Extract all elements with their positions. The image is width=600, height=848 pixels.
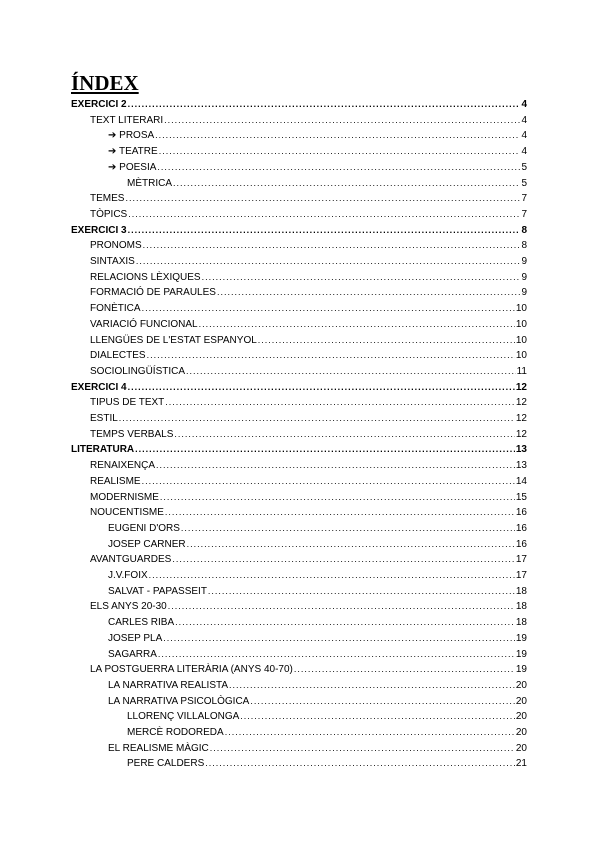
toc-entry-label: LA NARRATIVA REALISTA	[108, 679, 229, 691]
toc-entry[interactable]	[71, 443, 527, 456]
toc-entry-label: VARIACIÓ FUNCIONAL	[90, 318, 198, 330]
page-title: ÍNDEX	[71, 71, 139, 95]
toc-entry-label: SOCIOLINGÜÍSTICA	[90, 365, 186, 377]
dot-leader	[240, 710, 515, 723]
toc-entry[interactable]	[90, 302, 527, 315]
toc-entry-label: MERCÈ RODOREDA	[127, 727, 224, 738]
dot-leader	[159, 145, 521, 158]
dot-leader	[165, 506, 515, 519]
toc-entry-label: EXERCICI 3	[71, 224, 127, 236]
toc-entry[interactable]	[90, 475, 527, 488]
toc-entry-page-number: 20	[515, 695, 527, 707]
dot-leader	[147, 349, 515, 362]
toc-entry-label: JOSEP CARNER	[108, 538, 186, 550]
toc-entry[interactable]	[127, 726, 527, 739]
toc-entry[interactable]	[71, 98, 527, 111]
toc-entry-page-number: 20	[515, 711, 527, 723]
dot-leader	[136, 255, 521, 268]
toc-entry-page-number: 20	[515, 727, 527, 738]
toc-entry[interactable]	[90, 506, 527, 519]
toc-entry-page-number: 16	[515, 522, 527, 534]
toc-entry[interactable]	[108, 569, 527, 582]
toc-entry-label: RENAIXENÇA	[90, 460, 156, 472]
toc-entry-label: TEMES	[90, 193, 125, 205]
toc-entry-page-number: 9	[521, 271, 527, 283]
dot-leader	[205, 757, 515, 770]
toc-entry-page-number: 9	[521, 256, 527, 267]
toc-entry-label: EXERCICI 4	[71, 381, 127, 393]
toc-entry-page-number: 9	[521, 287, 527, 299]
toc-entry-label: AVANTGUARDES	[90, 554, 172, 566]
dot-leader	[181, 522, 515, 535]
toc-entry[interactable]	[71, 224, 527, 237]
toc-entry-label: ELS ANYS 20-30	[90, 601, 167, 613]
toc-entry[interactable]	[90, 553, 527, 566]
toc-entry-page-number: 5	[521, 161, 527, 173]
toc-entry-page-number: 10	[515, 303, 527, 315]
toc-entry-label: LA NARRATIVA PSICOLÒGICA	[108, 695, 250, 707]
toc-entry[interactable]	[127, 177, 527, 190]
dot-leader	[172, 553, 515, 566]
toc-entry-label: DIALECTES	[90, 350, 146, 362]
toc-entry-page-number: 16	[515, 507, 527, 519]
toc-entry[interactable]	[127, 710, 527, 723]
toc-entry-label: ➔ POESIA	[108, 161, 157, 173]
toc-entry-label: RELACIONS LÈXIQUES	[90, 271, 201, 283]
toc-entry[interactable]	[127, 757, 527, 770]
dot-leader	[155, 129, 520, 142]
dot-leader	[157, 161, 520, 174]
toc-entry-label: NOUCENTISME	[90, 507, 164, 519]
toc-entry[interactable]	[108, 742, 527, 755]
toc-entry[interactable]	[90, 412, 527, 425]
dot-leader	[229, 679, 515, 692]
toc-entry[interactable]	[90, 396, 527, 409]
toc-entry[interactable]	[90, 491, 527, 504]
toc-entry-page-number: 18	[515, 585, 527, 597]
toc-entry-label: EL REALISME MÀGIC	[108, 742, 209, 754]
toc-entry-label: PERE CALDERS	[127, 758, 205, 770]
dot-leader	[173, 177, 520, 190]
toc-entry-page-number: 11	[516, 365, 527, 377]
toc-entry-label: LLENGÜES DE L'ESTAT ESPANYOL	[90, 334, 257, 346]
toc-entry[interactable]	[90, 600, 527, 613]
toc-entry[interactable]	[108, 648, 527, 661]
dot-leader	[128, 224, 521, 237]
dot-leader	[158, 648, 515, 661]
toc-entry[interactable]	[108, 145, 527, 158]
dot-leader	[125, 192, 520, 205]
dot-leader	[128, 208, 520, 221]
toc-entry[interactable]	[90, 255, 527, 268]
dot-leader	[168, 600, 515, 613]
toc-entry[interactable]	[90, 271, 527, 284]
toc-entry-page-number: 10	[515, 318, 527, 330]
dot-leader	[156, 459, 515, 472]
dot-leader	[128, 381, 515, 394]
dot-leader	[294, 663, 515, 676]
dot-leader	[225, 726, 515, 739]
toc-entry-label: SALVAT - PAPASSEIT	[108, 585, 207, 597]
toc-entry-page-number: 18	[515, 601, 527, 613]
toc-entry-page-number: 17	[515, 570, 527, 581]
dot-leader	[208, 585, 515, 598]
dot-leader	[119, 412, 515, 425]
toc-entry-label: FONÈTICA	[90, 303, 141, 315]
toc-entry-page-number: 12	[515, 397, 527, 409]
toc-entry[interactable]	[108, 616, 527, 629]
dot-leader	[142, 302, 515, 315]
dot-leader	[202, 271, 521, 284]
toc-entry-label: TEMPS VERBALS	[90, 428, 174, 440]
dot-leader	[142, 475, 515, 488]
toc-entry[interactable]	[108, 585, 527, 598]
dot-leader	[128, 98, 521, 111]
dot-leader	[174, 428, 515, 441]
toc-entry[interactable]	[90, 459, 527, 472]
toc-entry-page-number: 10	[515, 334, 527, 346]
toc-entry-label: TIPUS DE TEXT	[90, 397, 165, 409]
toc-entry-page-number: 8	[521, 224, 527, 236]
dot-leader	[210, 742, 515, 755]
toc-entry-label: ➔ PROSA	[108, 130, 155, 142]
toc-entry-label: EXERCICI 2	[71, 99, 127, 110]
toc-entry-label: LLORENÇ VILLALONGA	[127, 711, 240, 723]
toc-entry-page-number: 19	[515, 664, 527, 676]
toc-entry-page-number: 20	[515, 679, 527, 691]
toc-entry-page-number: 21	[515, 758, 527, 770]
toc-entry-page-number: 10	[515, 350, 527, 362]
toc-entry-page-number: 15	[515, 491, 527, 503]
toc-entry-page-number: 4	[521, 146, 527, 158]
dot-leader	[175, 616, 515, 629]
toc-entry[interactable]	[90, 192, 527, 205]
toc-entry[interactable]	[90, 114, 527, 127]
toc-entry-page-number: 4	[521, 130, 527, 142]
dot-leader	[160, 491, 515, 504]
toc-entry[interactable]	[90, 318, 527, 331]
toc-entry-page-number: 19	[515, 648, 527, 660]
toc-entry[interactable]	[90, 239, 527, 252]
toc-entry-page-number: 4	[521, 99, 527, 110]
toc-entry-label: EUGENI D'ORS	[108, 522, 180, 534]
toc-entry-label: SINTAXIS	[90, 256, 135, 267]
toc-entry[interactable]	[90, 349, 527, 362]
toc-entry-label: REALISME	[90, 475, 141, 487]
toc-entry-label: SAGARRA	[108, 648, 157, 660]
dot-leader	[164, 114, 520, 127]
toc-entry-page-number: 20	[515, 742, 527, 754]
toc-entry[interactable]	[108, 538, 527, 551]
dot-leader	[187, 538, 515, 551]
toc-entry-label: CARLES RIBA	[108, 617, 175, 629]
toc-entry[interactable]	[108, 161, 527, 174]
toc-entry-page-number: 8	[521, 240, 527, 252]
toc-entry-page-number: 17	[515, 554, 527, 566]
toc-entry-label: FORMACIÓ DE PARAULES	[90, 287, 216, 299]
toc-entry-label: J.V.FOIX	[108, 570, 148, 581]
dot-leader	[149, 569, 515, 582]
toc-entry[interactable]	[108, 522, 527, 535]
toc-entry-page-number: 5	[521, 177, 527, 189]
toc-entry-label: MODERNISME	[90, 491, 159, 503]
toc-entry-label: PRONOMS	[90, 240, 142, 252]
toc-entry[interactable]	[71, 381, 527, 394]
toc-entry-label: MÈTRICA	[127, 177, 172, 189]
dot-leader	[217, 286, 520, 299]
toc-entry[interactable]	[90, 286, 527, 299]
toc-entry-page-number: 16	[515, 538, 527, 550]
toc-entry[interactable]	[90, 208, 527, 221]
toc-entry[interactable]	[108, 679, 527, 692]
dot-leader	[199, 318, 515, 331]
toc-entry-label: TÒPICS	[90, 208, 128, 220]
toc-entry[interactable]	[90, 663, 527, 676]
dot-leader	[250, 695, 515, 708]
toc-entry[interactable]	[108, 632, 527, 645]
toc-entry[interactable]	[108, 695, 527, 708]
toc-entry-label: ➔ TEATRE	[108, 146, 158, 158]
toc-entry[interactable]	[90, 428, 527, 441]
dot-leader	[186, 365, 516, 378]
toc-entry-page-number: 14	[515, 475, 527, 487]
toc-entry-label: ESTIL	[90, 413, 118, 424]
toc-entry-page-number: 12	[515, 428, 527, 440]
dot-leader	[143, 239, 521, 252]
toc-entry-label: LITERATURA	[71, 444, 135, 456]
toc-entry-page-number: 4	[521, 114, 527, 126]
dot-leader	[258, 334, 515, 347]
dot-leader	[163, 632, 515, 645]
toc-entry-page-number: 18	[515, 617, 527, 629]
toc-entry[interactable]	[90, 365, 527, 378]
toc-entry-page-number: 7	[521, 193, 527, 205]
dot-leader	[165, 396, 515, 409]
toc-entry[interactable]	[90, 334, 527, 347]
toc-entry-label: TEXT LITERARI	[90, 114, 164, 126]
dot-leader	[135, 443, 515, 456]
toc-entry-page-number: 13	[515, 460, 527, 472]
toc-entry-page-number: 13	[515, 444, 527, 456]
toc-entry-page-number: 19	[515, 632, 527, 644]
toc-entry-label: JOSEP PLA	[108, 632, 163, 644]
toc-entry-page-number: 7	[521, 208, 527, 220]
toc-entry[interactable]	[108, 129, 527, 142]
toc-entry-label: LA POSTGUERRA LITERÀRIA (ANYS 40-70)	[90, 664, 293, 676]
toc-entry-page-number: 12	[515, 413, 527, 424]
toc-entry-page-number: 12	[515, 381, 527, 393]
